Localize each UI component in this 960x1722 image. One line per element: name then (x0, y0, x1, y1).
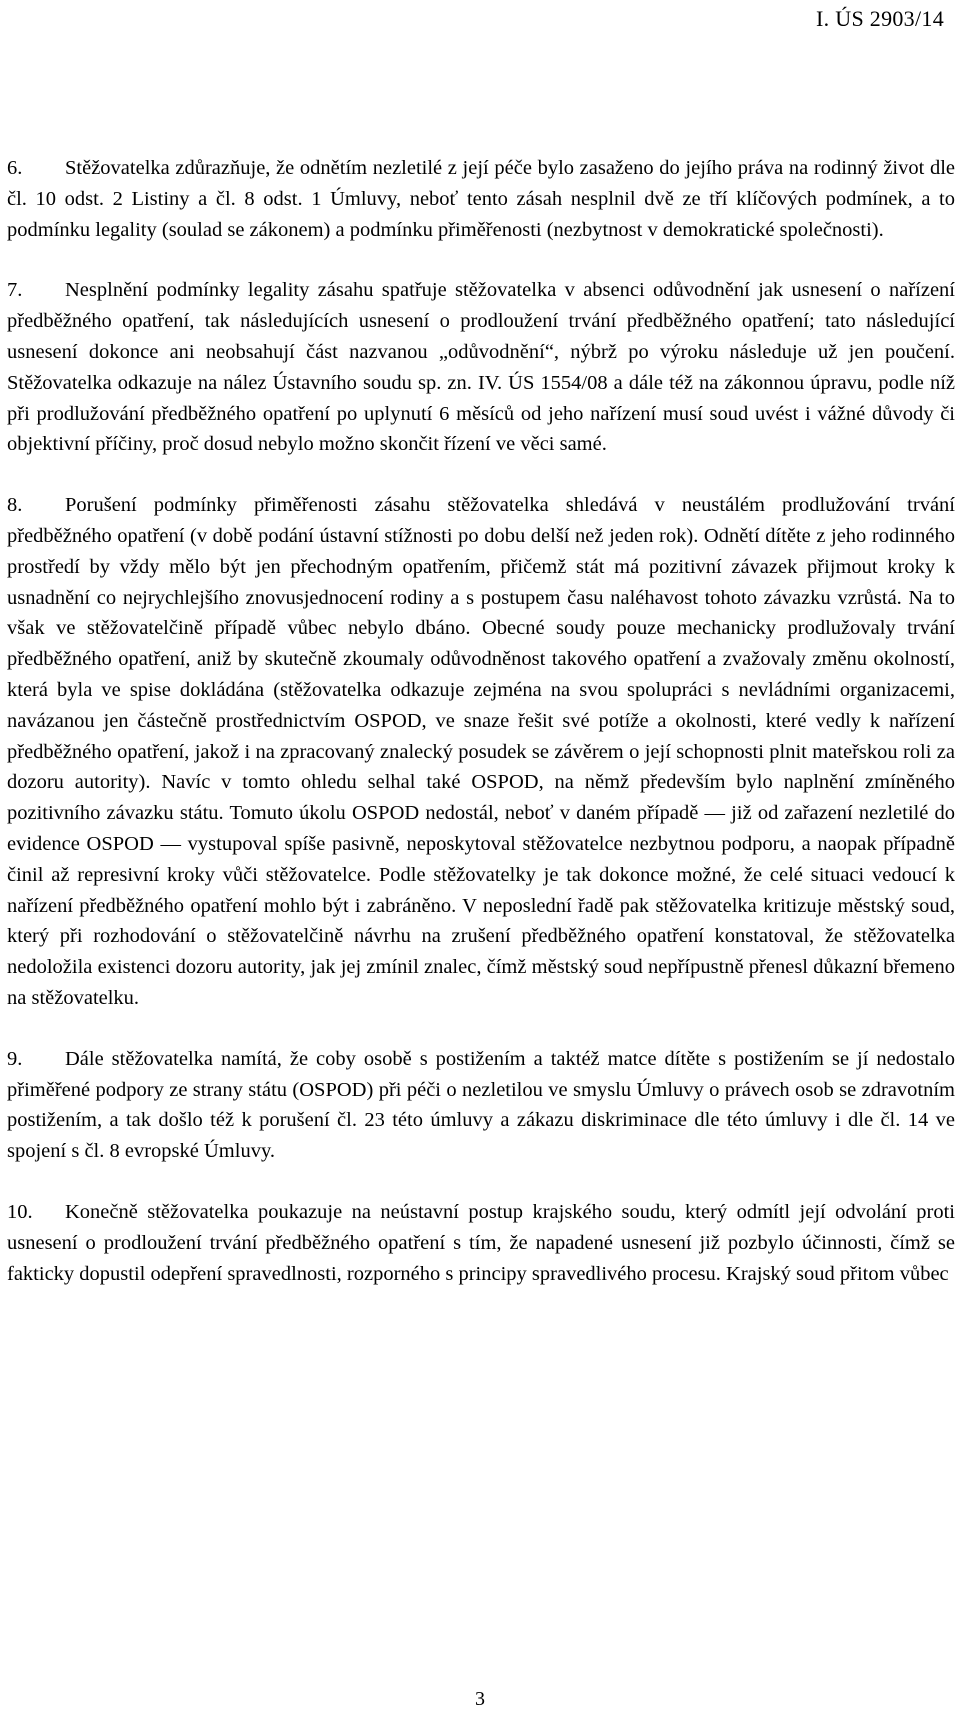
paragraph-number: 7. (7, 279, 23, 302)
paragraph-text: Dále stěžovatelka namítá, že coby osobě s postižením a taktéž matce dítěte s postižením se jí nedostalo přiměřené podpory ze strany státu (OSPOD) při péči o nezletilou ve smyslu Úmluvy o právech osob se zdravotním postižením, a tak došlo též k porušení čl. 23 této úmluvy a zákazu diskriminace dle této úmluvy i dle čl. 14 ve spojení s čl. 8 evropské Úmluvy. (7, 1047, 955, 1163)
paragraph-9 (7, 1044, 955, 1167)
paragraph-text: Porušení podmínky přiměřenosti zásahu stěžovatelka shledává v neustálém prodlužování trvání předběžného opatření (v době podání ústavní stížnosti po dobu delší než jeden rok). Odnětí dítěte z jeho rodinného prostředí by vždy mělo být jen přechodným opatřením, přičemž stát má pozitivní závazek přijmout kroky k usnadnění co nejrychlejšího znovusjednocení rodiny a s postupem času naléhavost tohoto závazku vzrůstá. Na to však ve stěžovatelčině případě vůbec nebylo dbáno. Obecné soudy pouze mechanicky prodlužovaly trvání předběžného opatření, aniž by skutečně zkoumaly odůvodněnost takového opatření a zvažovaly změnu okolností, která byla ve spise dokládána (stěžovatelka odkazuje zejména na svou spolupráci s nevládními organizacemi, navázanou jen částečně prostřednictvím OSPOD, ve snaze řešit své potíže a okolnosti, které vedly k nařízení předběžného opatření, jakož i na zpracovaný znalecký posudek se závěrem o její schopnosti plnit mateřskou roli za dozoru autority). Navíc v tomto ohledu selhal také OSPOD, na němž především bylo naplnění zmíněného pozitivního závazku státu. Tomuto úkolu OSPOD nedostál, neboť v daném případě — již od zařazení nezletilé do evidence OSPOD — vystupoval spíše pasivně, neposkytoval stěžovatelce nezbytnou podporu, a naopak případně činil až represivní kroky vůči stěžovatelce. Podle stěžovatelky je tak dokonce možné, že celé situaci vedoucí k nařízení předběžného opatření mohlo být i zabráněno. V neposlední řadě pak stěžovatelka kritizuje městský soud, který při rozhodování o stěžovatelčině návrhu na zrušení předběžného opatření konstatoval, že stěžovatelka nedoložila existenci dozoru autority, jak jej zmínil znalec, čímž městský soud nepřípustně přenesl důkazní břemeno na stěžovatelku. (7, 494, 955, 1009)
paragraph-number: 9. (7, 1047, 23, 1070)
paragraph-10 (7, 1197, 955, 1289)
paragraph-7 (7, 275, 955, 460)
paragraph-text: Nesplnění podmínky legality zásahu spatřuje stěžovatelka v absenci odůvodnění jak usnesení o nařízení předběžného opatření, tak následujících usnesení o prodloužení trvání předběžného opatření; tato následující usnesení dokonce ani neobsahují část nazvanou „odůvodnění“, nýbrž po výroku následuje už jen poučení. Stěžovatelka odkazuje na nález Ústavního soudu sp. zn. IV. ÚS 1554/08 a dále též na zákonnou úpravu, podle níž při prodlužování předběžného opatření po uplynutí 6 měsíců od jeho nařízení musí soud uvést i vážné důvody či objektivní příčiny, proč dosud nebylo možno skončit řízení ve věci samé. (7, 279, 955, 456)
page-number: 3 (475, 1688, 485, 1710)
paragraph-number: 8. (7, 494, 23, 517)
paragraph-number: 6. (7, 157, 23, 179)
paragraph-text: Stěžovatelka zdůrazňuje, že odnětím nezletilé z její péče bylo zasaženo do jejího práva na rodinný život dle čl. 10 odst. 2 Listiny a čl. 8 odst. 1 Úmluvy, neboť tento zásah nesplnil dvě ze tří klíčových podmínek, a to podmínku legality (soulad se zákonem) a podmínku přiměřenosti (nezbytnost v demokratické společnosti). (7, 157, 955, 241)
case-number: I. ÚS 2903/14 (816, 6, 944, 31)
paragraph-8 (7, 490, 955, 1014)
document-body (7, 153, 955, 1319)
paragraph-text: Konečně stěžovatelka poukazuje na neústavní postup krajského soudu, který odmítl její odvolání proti usnesení o prodloužení trvání předběžného opatření s tím, že napadené usnesení již pozbylo účinnosti, čímž se fakticky dopustil odepření spravedlnosti, rozporného s principy spravedlivého procesu. Krajský soud přitom vůbec (7, 1200, 955, 1285)
paragraph-6 (7, 153, 955, 245)
paragraph-number: 10. (7, 1200, 33, 1223)
